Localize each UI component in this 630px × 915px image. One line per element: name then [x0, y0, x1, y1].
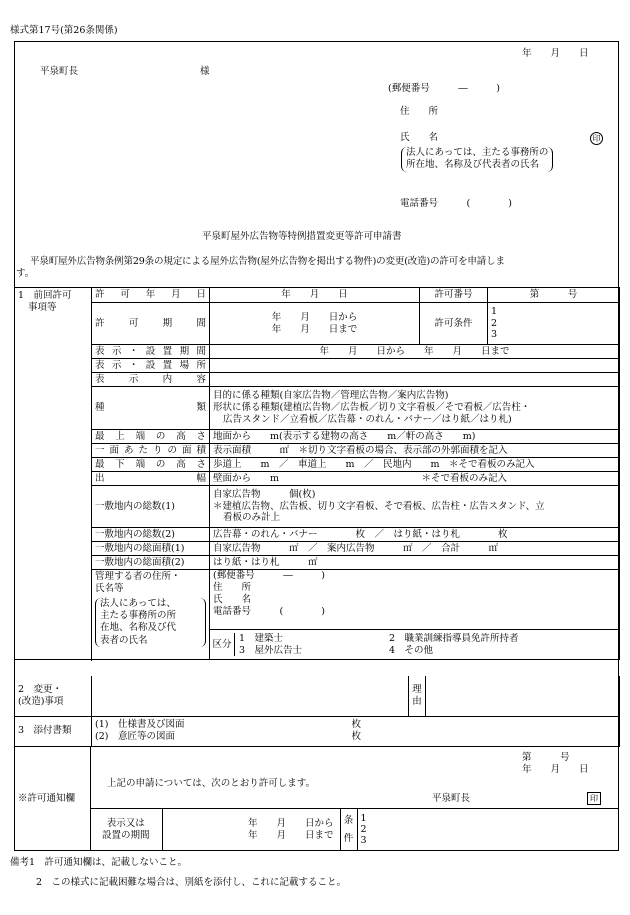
doc2: (2) 意匠等の図面 [95, 731, 175, 742]
cond-1: 1 [491, 306, 498, 318]
sec2-label-line1: 2 変更・ [18, 683, 63, 695]
top-height-label: 最上端の高さ [92, 430, 210, 444]
form-number: 様式第17号(第26条関係) [10, 25, 118, 36]
area-value: 表示面積 ㎡ ＊切り文字看板の場合、表示部の外郭面積を記入 [210, 444, 620, 458]
notice-period-value [162, 809, 340, 851]
doc1-row [95, 719, 616, 731]
sec1-label [15, 288, 92, 660]
total1-line2: ＊建植広告物、広告板、切り文字看板、そで看板、広告柱・広告スタンド、立 [213, 500, 545, 512]
disp-period-label: 表示・設置期間 [92, 345, 210, 359]
mgr-address: 住 所 [213, 581, 252, 593]
manager-note-line4: 表者の氏名 [100, 634, 148, 646]
period-label: 許可期間 [92, 303, 210, 345]
manager-label-line2: 氏名等 [95, 582, 124, 594]
total1-value [210, 486, 620, 528]
permit-date-label: 許可年月日 [92, 288, 210, 303]
doc2-row [95, 731, 616, 743]
notice-cond-values [357, 809, 619, 851]
content-value[interactable] [210, 373, 620, 387]
place-value[interactable] [210, 359, 620, 373]
doc1: (1) 仕様書及び図面 [95, 719, 185, 731]
total1-label: 一敷地内の総数(1) [92, 486, 210, 528]
sec3-value [92, 716, 620, 746]
applicant-note [401, 147, 553, 172]
sec1-label-line1: 1 前回許可 [18, 290, 72, 301]
sec1-label-line2: 事項等 [28, 301, 57, 313]
cond-3: 3 [491, 329, 498, 341]
sec2-label [15, 676, 92, 716]
reason-1: 理 [412, 683, 422, 695]
addressee: 平泉町長 [40, 66, 79, 77]
doc1-unit: 枚 [351, 719, 362, 731]
notice-date: 年 月 日 [522, 764, 589, 775]
kind-line1: 目的に係る種類(自家広告物／管理広告物／案内広告物) [213, 390, 449, 402]
notice-period-from: 年 月 日から [247, 817, 334, 829]
protrude-value: 壁面から m ＊そで看板のみ記入 [210, 472, 620, 486]
notice-period-label [90, 809, 162, 851]
disp-period-value: 年 月 日から 年 月 日まで [210, 345, 620, 359]
class-table [210, 633, 619, 657]
manager-note [95, 598, 206, 647]
mgr-name: 氏 名 [213, 593, 252, 605]
sec2-label-line2: (改造)事項 [18, 695, 64, 707]
kind-line2: 形状に係る種類(建植広告物／広告板／切り文字看板／そで看板／広告柱・ [213, 402, 531, 414]
total1-line1: 自家広告物 個(枚) [213, 488, 316, 500]
notice-period-table [90, 808, 619, 851]
intro-line1: 平泉町屋外広告物条例第29条の規定による屋外広告物(屋外広告物を掲出する物件)の変更(改造)の許可を申請しま [30, 256, 505, 267]
protrude-label: 出幅 [92, 472, 210, 486]
area2-value: はり紙・はり札 ㎡ [210, 556, 620, 570]
intro-line2: す。 [16, 267, 34, 279]
class-1: 1 建築士 [239, 632, 284, 644]
notice-num-3: 3 [360, 835, 367, 847]
manager-note-line2: 主たる事務所の所 [100, 610, 177, 622]
applicant-name-label: 氏 名 [400, 132, 439, 143]
class-2: 2 職業訓練指導員免許所持者 [389, 632, 519, 644]
date-line: 年 月 日 [522, 48, 589, 59]
period-to: 年 月 日まで [271, 323, 358, 335]
remarks-line2: 2 この様式に記載困難な場合は、別紙を添付し、これに記載すること。 [36, 877, 347, 888]
permit-no-label: 許可番号 [420, 288, 488, 303]
sec3-label: 3 添付書類 [15, 716, 92, 746]
mgr-postal: (郵便番号 ― ) [213, 570, 325, 581]
place-label: 表示・設置場所 [92, 359, 210, 373]
honorific: 様 [200, 66, 210, 77]
section-2-3-table [14, 676, 620, 747]
top-height-value: 地面から m(表示する建物の高さ m／軒の高さ m) [210, 430, 620, 444]
applicant-phone: 電話番号 ( ) [400, 198, 512, 209]
notice-cond-1: 条 [343, 814, 354, 826]
class-label: 区分 [210, 633, 235, 657]
kind-label: 種類 [92, 387, 210, 430]
manager-info [210, 570, 620, 630]
notice-period-to: 年 月 日まで [247, 829, 334, 841]
cond-values [488, 303, 620, 345]
area1-label: 一敷地内の総面積(1) [92, 542, 210, 556]
seal-icon: 印 [590, 132, 603, 145]
total2-label: 一敷地内の総数(2) [92, 528, 210, 542]
manager-note-line1: 法人にあっては、 [100, 597, 176, 609]
notice-seal-icon: 印 [587, 792, 601, 805]
kind-line3: 広告スタンド／立看板／広告幕・のれん・バナー／はり紙／はり札) [223, 413, 512, 425]
kind-value [210, 387, 620, 430]
intro-text [16, 256, 505, 280]
bottom-height-label: 最下端の高さ [92, 458, 210, 472]
period-value [210, 303, 420, 345]
area-label: 一面あたりの面積 [92, 444, 210, 458]
notice-no: 第 号 [522, 752, 570, 763]
class-3: 3 屋外広告士 [239, 644, 303, 656]
sec2-value[interactable] [92, 676, 409, 716]
applicant-postal: (郵便番号 ― ) [388, 83, 500, 94]
notice-period-label-2: 設置の期間 [101, 829, 150, 841]
notice-period-label-1: 表示又は [106, 817, 145, 829]
notice-mayor: 平泉町長 [432, 793, 471, 804]
period-from: 年 月 日から [271, 311, 358, 323]
permit-date-value: 年 月 日 [210, 288, 420, 303]
bottom-height-value: 歩道上 m ／ 車道上 m ／ 民地内 m ＊そで看板のみ記入 [210, 458, 620, 472]
reason-2: 由 [412, 695, 422, 707]
class-4: 4 その他 [389, 644, 434, 656]
reason-label [409, 676, 426, 716]
cond-label: 許可条件 [420, 303, 488, 345]
page-title: 平泉町屋外広告物等特例措置変更等許可申請書 [202, 231, 402, 242]
notice-cond-label [340, 809, 357, 851]
remarks-line1: 備考1 許可通知欄は、記載しないこと。 [10, 857, 188, 868]
notice-cond-2: 件 [343, 832, 354, 844]
permit-no-value: 第 号 [488, 288, 620, 303]
applicant-address-label: 住 所 [400, 106, 439, 117]
applicant-note-line2: 所在地、名称及び代表者の氏名 [406, 159, 540, 171]
area2-label: 一敷地内の総面積(2) [92, 556, 210, 570]
mgr-phone: 電話番号 ( ) [213, 605, 325, 617]
cond-2: 2 [491, 317, 498, 329]
total1-line3: 看板のみ計上 [223, 512, 281, 524]
application-table [14, 287, 620, 660]
reason-value[interactable] [426, 676, 620, 716]
manager-note-line3: 在地、名称及び代 [100, 622, 177, 634]
area1-value: 自家広告物 ㎡ ／ 案内広告物 ㎡ ／ 合計 ㎡ [210, 542, 620, 556]
manager-label-line1: 管理する者の住所・ [95, 571, 181, 582]
applicant-note-line1: 法人にあっては、主たる事務所の [406, 147, 549, 158]
total2-value: 広告幕・のれん・バナー 枚 ／ はり紙・はり札 枚 [210, 528, 620, 542]
notice-text: 上記の申請については、次のとおり許可します。 [107, 778, 316, 789]
notice-num-2: 2 [360, 824, 367, 836]
manager-label [92, 570, 210, 660]
content-label: 表示内容 [92, 373, 210, 387]
notice-num-1: 1 [360, 812, 367, 824]
class-cell [210, 630, 620, 660]
notice-label: ※許可通知欄 [18, 793, 76, 804]
doc2-unit: 枚 [351, 731, 362, 742]
